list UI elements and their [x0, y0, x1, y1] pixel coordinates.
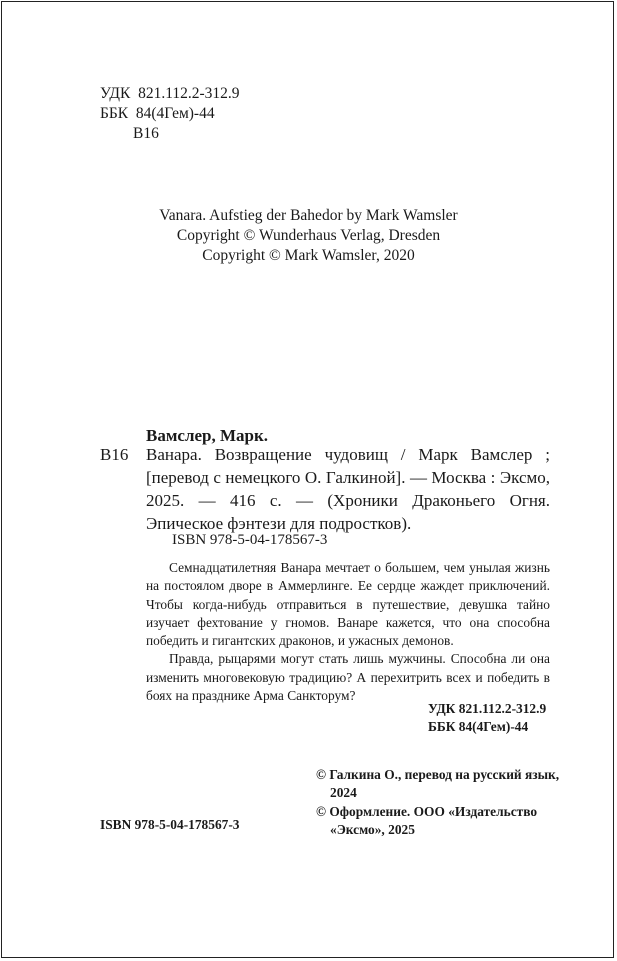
- annotation: [146, 559, 550, 705]
- original-title-line: Vanara. Aufstieg der Bahedor by Mark Wamsler: [159, 207, 458, 224]
- classification-bottom: [428, 700, 546, 737]
- udk-bottom: УДК 821.112.2-312.9: [428, 701, 547, 716]
- bibliographic-description: Ванара. Возвращение чудовищ / Марк Вамслер ; [перевод с немецкого О. Галкиной]. — Москва : Эксмо, 2025. — 416 с. — (Хроники Драконьего Огня. Эпическое фэнтези для подростков).: [146, 445, 550, 533]
- publisher-copyright-line: Copyright © Wunderhaus Verlag, Dresden: [176, 227, 441, 244]
- rights-block: [316, 766, 566, 840]
- udk-line: [100, 84, 240, 104]
- annotation-paragraph: Правда, рыцарями могут стать лишь мужчины. Способна ли она изменить многовековую традицию? А перехитрить всех и победить в боях на празднике Арма Санкторум?: [146, 651, 550, 704]
- author-copyright-line: Copyright © Mark Wamsler, 2020: [202, 247, 415, 264]
- original-copyright: [0, 206, 617, 266]
- bbk-label: ББК: [100, 105, 129, 122]
- isbn-card: ISBN 978-5-04-178567-3: [172, 532, 328, 548]
- classification-top: [100, 84, 240, 144]
- author-mark-top: В16: [133, 125, 159, 142]
- bbk-line: [100, 104, 240, 124]
- udk-label: УДК: [100, 85, 131, 102]
- bbk-value: 84(4Гем)-44: [135, 105, 215, 122]
- author-heading: Вамслер, Марк.: [146, 426, 269, 445]
- author-mark-card: В16: [100, 445, 129, 464]
- design-copyright: © Оформление. ООО «Издательство «Эксмо», 2025: [316, 803, 538, 838]
- translation-copyright: © Галкина О., перевод на русский язык, 2024: [316, 767, 560, 801]
- annotation-paragraph: Семнадцатилетняя Ванара мечтает о большем, чем унылая жизнь на постоялом дворе в Аммерлинге. Ее сердце жаждет приключений. Чтобы когда-нибудь отправиться в путешествие, девушка тайно изучает фехтование у гномов. Ванаре кажется, что она способна победить и гигантских драконов, и ужасных демонов.: [146, 560, 550, 649]
- bbk-bottom: ББК 84(4Гем)-44: [428, 719, 529, 735]
- isbn-bottom: ISBN 978-5-04-178567-3: [100, 817, 240, 832]
- udk-value: 821.112.2-312.9: [138, 85, 240, 102]
